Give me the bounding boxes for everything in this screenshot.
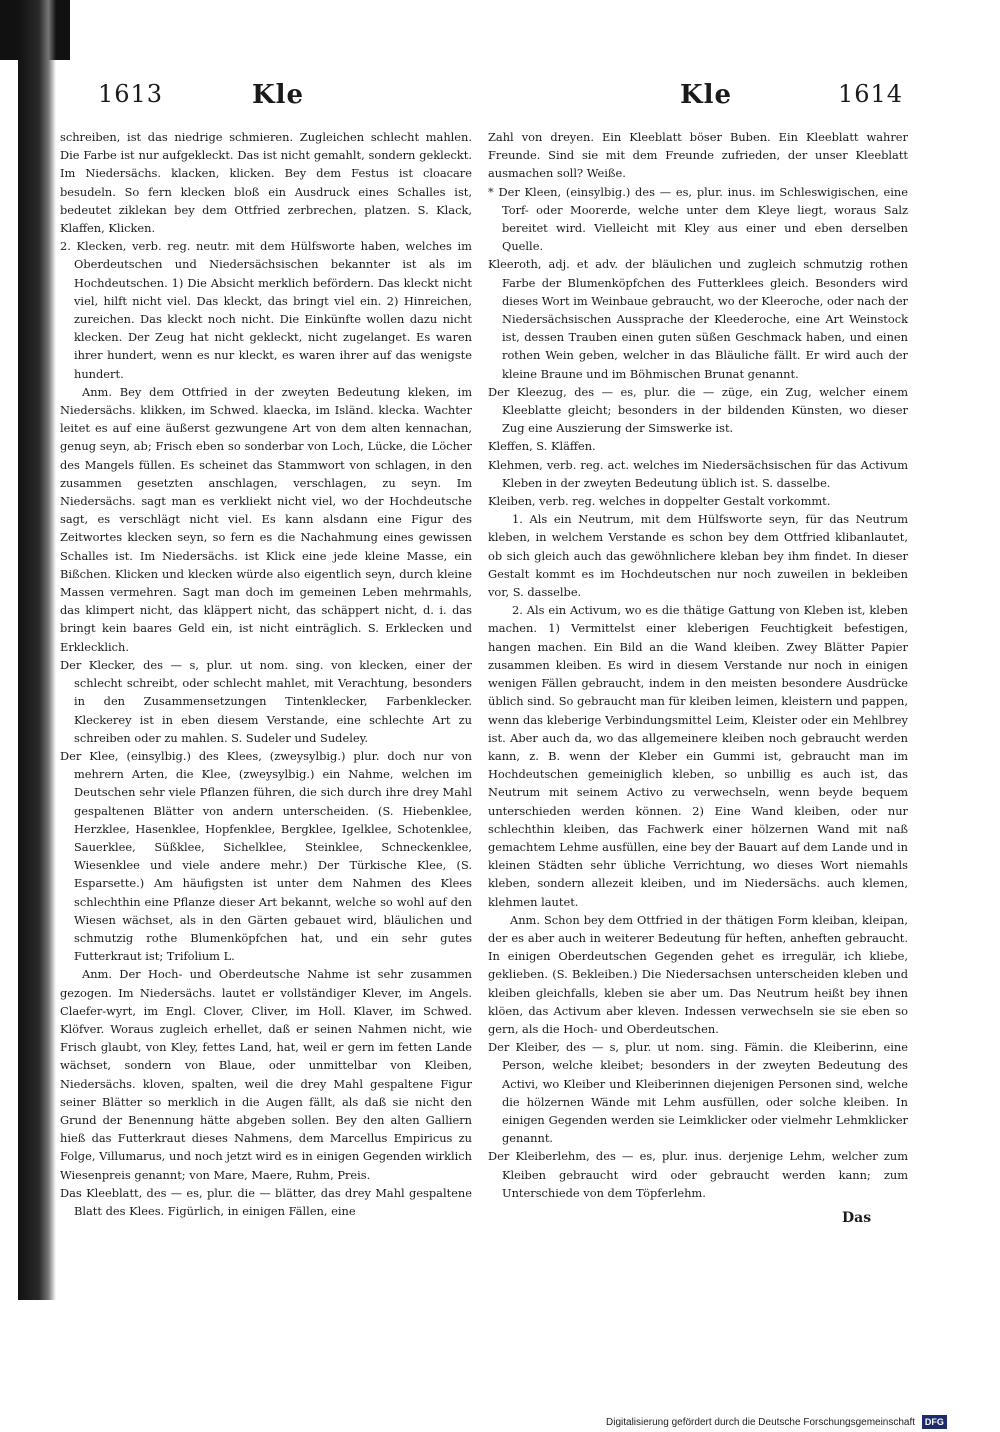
dictionary-entry: Der Klee, (einsylbig.) des Klees, (zweysylbig.) plur. doch nur von mehrern Arten, die Klee, (zweysylbig.) ein Nahme, welchen im Deutschen sehr viele Pflanzen führen, die sich durch ihre drey Mahl gespaltenen Blätter von andern unterscheiden. (S. Hiebenklee, Herzklee, Hasenklee, Hopfenklee, Bergklee, Igelklee, Schotenklee, Sauerklee, Süßklee, Sichelklee, Steinklee, Schneckenklee, Wiesenklee und viele andere mehr.) Der Türkische Klee, (S. Esparsette.) Am häufigsten ist unter dem Nahmen des Klees schlechthin eine Pflanze dieser Art bekannt, welche so wohl auf den Wiesen wächset, als in den Gärten gebauet wird, bläulichen und schmutzig rothe Blumenköpfchen hat, und ein sehr gutes Futterkraut ist; Trifolium L.: [60, 748, 472, 964]
left-headword: Kle: [252, 80, 305, 110]
sub-entry: 1. Als ein Neutrum, mit dem Hülfsworte seyn, für das Neutrum kleben, in welchem Verstande es schon bey dem Ottfried klibanlautet, ob sich gleich auch das gewöhnlichere kleban bey ihm findet. In dieser Gestalt kommt es im Hochdeutschen nur noch zuweilen in bekleiben vor, S. dasselbe.: [488, 512, 908, 600]
dictionary-entry: Das Kleeblatt, des — es, plur. die — blätter, das drey Mahl gespaltene Blatt des Klees. Figürlich, in einigen Fällen, eine: [60, 1185, 472, 1218]
dictionary-entry: Der Kleiber, des — s, plur. ut nom. sing. Fämin. die Kleiberinn, eine Person, welche kleibet; besonders in der zweyten Bedeutung des Activi, wo Kleiber und Kleiberinnen diejenigen Personen sind, welche die hölzernen Wände mit Lehm ausfüllen, oder solche kleiben. In einigen Gegenden werden sie Leimklicker oder vielmehr Lehmklicker genannt.: [488, 1040, 908, 1146]
left-page-number: 1613: [98, 80, 164, 108]
dictionary-entry: Der Kleezug, des — es, plur. die — züge, ein Zug, welcher einem Kleeblatte gleicht; besonders in der bildenden Künsten, wo dieser Zug eine Auszierung der Simswerke ist.: [488, 384, 908, 436]
left-column: [60, 128, 472, 1220]
dictionary-entry: 2. Klecken, verb. reg. neutr. mit dem Hülfsworte haben, welches im Oberdeutschen und Niedersächsischen bekannter ist als im Hochdeutschen. 1) Die Absicht merklich befördern. Das kleckt nicht viel, hilft nicht viel. Das kleckt, das bringt viel ein. 2) Hinreichen, zureichen. Das kleckt noch nicht. Die Einkünfte wollen dazu nicht klecken. Der Zeug hat nicht gekleckt, nicht zugelanget. Es waren ihrer hundert, wenn es nur kleckt, es waren ihrer auf das wenigste hundert.: [60, 239, 472, 381]
paragraph: schreiben, ist das niedrige schmieren. Zugleichen schlecht mahlen. Die Farbe ist nur aufgekleckt. Das ist nicht gemahlt, sondern gekleckt. Im Niedersächs. klacken, klicken. Bey dem Festus ist cloacare besudeln. So fern klecken bloß ein Ausdruck eines Schalles ist, bedeutet ziklekan bey dem Ottfried zerbrechen, platzen. S. Klack, Klaffen, Klicken.: [60, 130, 472, 236]
dfg-logo: DFG: [922, 1415, 947, 1429]
paragraph: Zahl von dreyen. Ein Kleeblatt böser Buben. Ein Kleeblatt wahrer Freunde. Sind sie mit dem Freunde zufrieden, der unser Kleeblatt ausmachen soll? Weiße.: [488, 130, 908, 181]
annotation: Anm. Der Hoch- und Oberdeutsche Nahme ist sehr zusammen gezogen. Im Niedersächs. lautet er vollständiger Klever, im Angels. Claefer-wyrt, im Engl. Clover, Cliver, im Holl. Klaver, im Schwed. Klöfver. Woraus zugleich erhellet, daß er seinen Nahmen nicht, wie Frisch glaubt, von Kley, fettes Land, hat, weil er gern im fetten Lande wächset, sondern von Blaue, oder unmittelbar von Kleiben, Niedersächs. kloven, spalten, weil die drey Mahl gespaltene Figur seiner Blätter so merklich in die Augen fällt, als daß sie nicht den Grund der Benennung hätte abgeben sollen. Bey den alten Galliern hieß das Futterkraut dieses Nahmens, dem Marcellus Empiricus zu Folge, Villumarus, und noch jetzt wird es in einigen Gegenden wirklich Wiesenpreis genannt; von Mare, Maere, Ruhm, Preis.: [60, 967, 472, 1182]
dictionary-entry: Der Kleiberlehm, des — es, plur. inus. derjenige Lehm, welcher zum Kleiben gebraucht wird oder gebraucht werden kann; zum Unterschiede von dem Töpferlehm.: [488, 1149, 908, 1200]
catchword: Das: [842, 1210, 872, 1226]
right-page-number: 1614: [838, 80, 904, 108]
dictionary-entry: Klehmen, verb. reg. act. welches im Niedersächsischen für das Activum Kleben in der zweyten Bedeutung üblich ist. S. dasselbe.: [488, 457, 908, 490]
annotation: Anm. Schon bey dem Ottfried in der thätigen Form kleiban, kleipan, der es aber auch in weiterer Bedeutung für heften, anheften gebraucht. In einigen Oberdeutschen Gegenden gehet es irregulär, ich kliebe, geklieben. (S. Bekleiben.) Die Niedersachsen unterscheiden kleben und kleiben gleichfalls, kleben sie aber um. Das Neutrum heißt bey ihnen klöen, das Activum aber kleven. Indessen verwechseln sie sie eben so gern, als die Hoch- und Oberdeutschen.: [488, 912, 908, 1036]
right-column: [488, 128, 908, 1202]
dictionary-entry: * Der Kleen, (einsylbig.) des — es, plur. inus. im Schleswigischen, eine Torf- oder Moorerde, welche unter dem Kleye liegt, woraus Salz bereitet wird. Vielleicht mit Kley aus einer und eben derselben Quelle.: [488, 184, 908, 254]
dictionary-entry: Der Klecker, des — s, plur. ut nom. sing. von klecken, einer der schlecht schreibt, oder schlecht mahlet, mit Verachtung, besonders in den Zusammensetzungen Tintenklecker, Farbenklecker. Kleckerey ist in eben diesem Verstande, eine schlechte Art zu schreiben oder zu mahlen. S. Sudeler und Sudeley.: [60, 657, 472, 745]
dictionary-entry: Kleeroth, adj. et adv. der bläulichen und zugleich schmutzig rothen Farbe der Blumenköpfchen des Futterklees gleich. Besonders wird dieses Wort im Weinbaue gebraucht, wo der Kleeroche, oder nach der Niedersächsischen Aussprache der Kleederoche, eine Art Weinstock ist, dessen Trauben einen guten süßen Geschmack haben, und einen rothen Wein geben, welcher in das Bläuliche fällt. Er wird auch der kleine Braune und im Böhmischen Brunat genannt.: [488, 257, 908, 381]
digitization-footer: [606, 1415, 947, 1430]
scan-binding-edge: [18, 0, 56, 1300]
dictionary-entry: Kleiben, verb. reg. welches in doppelter Gestalt vorkommt.: [488, 494, 831, 509]
footer-text: Digitalisierung gefördert durch die Deutsche Forschungsgemeinschaft: [606, 1417, 916, 1428]
sub-entry: 2. Als ein Activum, wo es die thätige Gattung von Kleben ist, kleben machen. 1) Vermittelst einer kleberigen Feuchtigkeit befestigen, hangen machen. Ein Bild an die Wand kleiben. Zwey Blätter Papier zusammen kleiben. Es wird in diesem Verstande nur noch in einigen wenigen Fällen gebraucht, indem in den meisten besondere Ausdrücke üblich sind. So gebraucht man für kleiben leimen, kleistern und pappen, wenn das kleberige Verbindungsmittel Leim, Kleister oder ein Mehlbrey ist. Aber auch da, wo das allgemeinere kleiben noch gebraucht werden kann, z. B. wenn der Kleber ein Gummi ist, gebraucht man im Hochdeutschen gemeiniglich kleben, so unbillig es auch ist, das Neutrum mit seinem Activo zu verwechseln, wenn beyde bequem unterschieden werden können. 2) Eine Wand kleiben, oder nur schlechthin kleiben, das Fachwerk einer hölzernen Wand mit naß gemachtem Lehme ausfüllen, eine bey der Bauart auf dem Lande und in kleinen Städten sehr übliche Verrichtung, wo dieses Wort niemahls kleben, sondern allezeit kleiben, und im Niedersächs. auch klemen, klehmen lautet.: [488, 603, 908, 909]
right-headword: Kle: [680, 80, 733, 110]
annotation: Anm. Bey dem Ottfried in der zweyten Bedeutung kleken, im Niedersächs. klikken, im Schwed. klaecka, im Isländ. klecka. Wachter leitet es auf eine äußerst gezwungene Art von dem alten kennachan, genug seyn, ab; Frisch eben so sonderbar von Loch, Lücke, die Löcher des Mangels füllen. Es scheinet das Stammwort von schlagen, in den zusammen gesetzten anschlagen, verschlagen, zu seyn. Im Niedersächs. sagt man es verkliekt nicht viel, wo der Hochdeutsche sagt, es verschlägt nicht viel. Es kann alsdann eine Figur des Zeitwortes klecken seyn, so fern es die Nachahmung eines gewissen Schalles ist. Im Niedersächs. ist Klick eine jede kleine Masse, ein Bißchen. Klicken und klecken würde also eigentlich seyn, durch kleine Massen vermehren. Sagt man doch im gemeinen Leben mehrmahls, das klimpert nicht, das kläppert nicht, das schäppert nicht, d. i. das bringt kein baares Geld ein, ist nicht einträglich. S. Erklecken und Erklecklich.: [60, 384, 472, 654]
dictionary-entry: Kleffen, S. Kläffen.: [488, 439, 596, 454]
